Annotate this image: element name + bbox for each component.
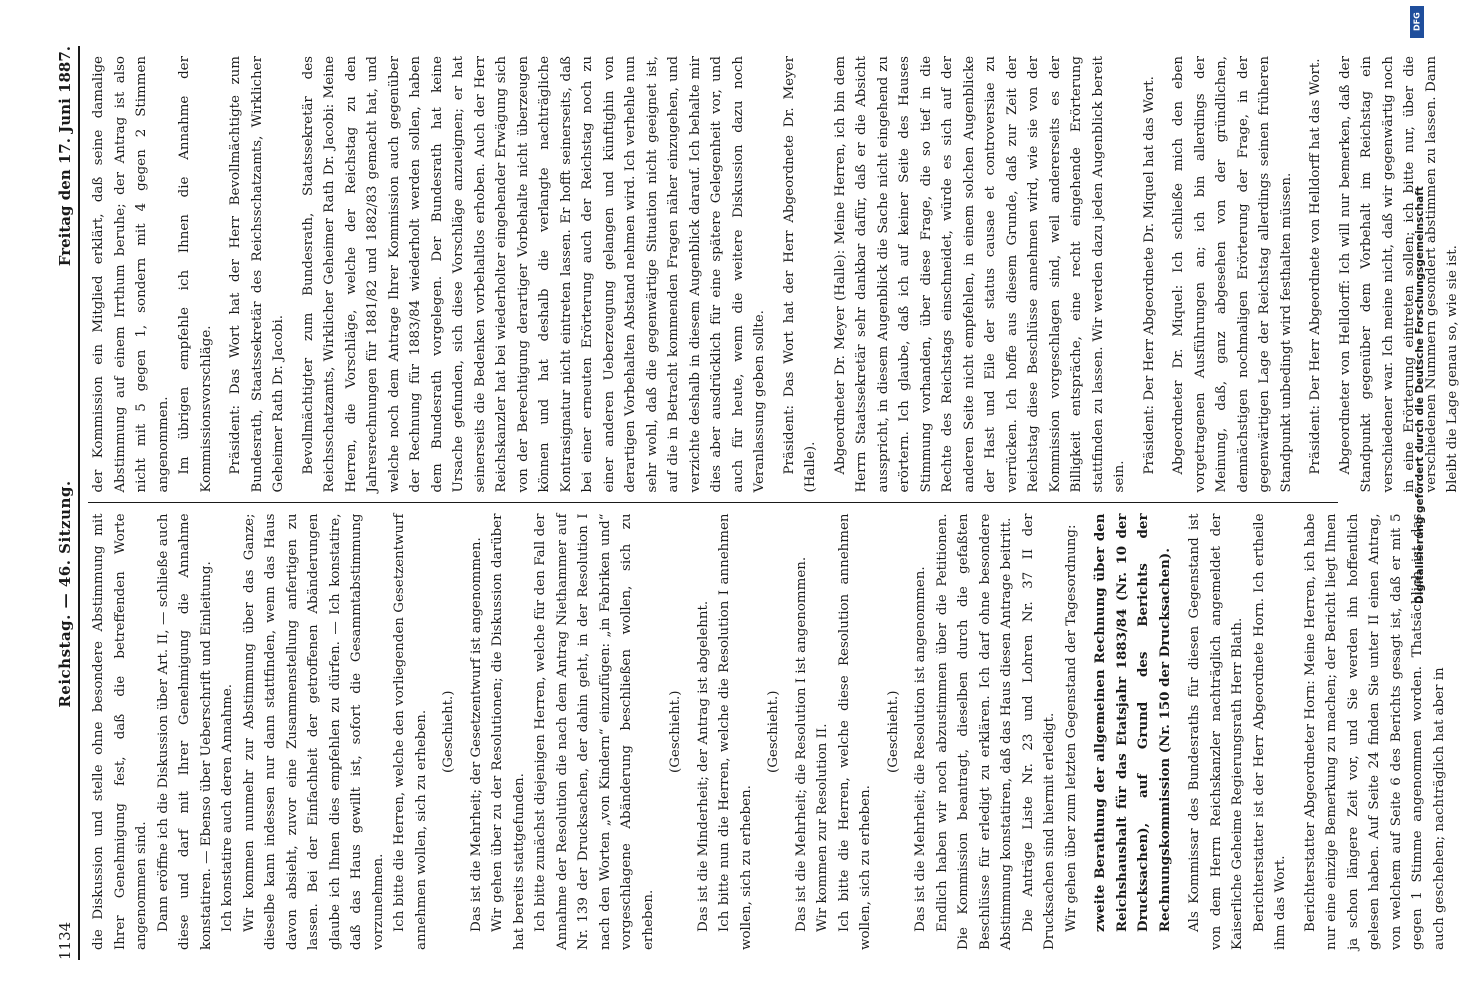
page-header xyxy=(40,46,80,960)
paragraph: Ich bitte die Herren, welche diese Resolution annehmen wollen, sich zu erheben. xyxy=(836,513,873,950)
paragraph: Präsident: Der Herr Abgeordnete von Helldorff hat das Wort. xyxy=(1308,58,1323,475)
paragraph: Abgeordneter Dr. Meyer (Halle): Meine Herren, ich bin dem Herrn Staatssekretär sehr dankbar dafür, daß er die Absicht ausspricht, in diesem Augenblick die Sache nicht eingehend zu erörtern. Ich glaube, daß ich auf keiner Seite des Hauses Stimmung vorhanden, über diese Frage, die so tief in die Rechte des Reichstags einschneidet, würde es sich auf der anderen Seite nicht empfehlen, in einem solchen Augenblicke der Hast und Eile der status causae et controversiae zu verrücken. Ich hoffe aus diesem Grunde, daß zur Zeit der Reichstag diese Beschlüsse annehmen wird, wie sie von der Kommission vorgeschlagen sind, weil andererseits es der Billigkeit entspräche, eine recht eingehende Erörterung stattfinden zu lassen. Wir werden dazu jeden Augenblick bereit sein. xyxy=(832,56,1127,493)
paragraph: der Kommission ein Mitglied erklärt, daß seine damalige Abstimmung auf einem Irrthum beruhe; der Antrag ist also nicht mit 5 gegen 1, sondern mit 4 gegen 2 Stimmen angenommen. xyxy=(91,56,171,493)
stage-direction: (Geschieht.) xyxy=(668,690,683,774)
paragraph: Bevollmächtigter zum Bundesrath, Staatssekretär des Reichsschatzamts, Wirklicher Geheimer Rath Dr. Jacobi: Meine Herren, die Vorschläge, welche der Reichstag zu den Jahresrechnungen für 1881/82 und 1882/83 gemacht hat, und welche noch dem Antrage Ihrer Kommission auch gegenüber der Rechnung für 1883/84 wiederholt werden sollen, haben dem Bundesrath vorgelegen. Der Bundesrath hat keine Ursache gefunden, sich diese Vorschläge anzueignen; er hat seinerseits die Bedenken vorbehaltlos erhoben. Auch der Herr Reichskanzler hat bei wiederholter eingehender Erwägung sich von der Berechtigung derartiger Vorbehalte nicht überzeugen können und hat deshalb die verlangte nachträgliche Kontrasignatur nicht eintreten lassen. Er hofft seinerseits, daß bei einer erneuten Erörterung auch der Reichstag noch zu einer anderen Ueberzeugung gelangen und künftighin von derartigen Vorbehalten Abstand nehmen wird. Ich verhehle nun sehr wohl, daß die gegenwärtige Situation nicht geeignet ist, auf die in Betracht kommenden Fragen näher einzugehen, und verzichte deshalb in diesem Augenblick darauf. Ich behalte mir dies aber ausdrücklich für eine spätere Gelegenheit vor, und auch für heute, wenn die weitere Diskussion dazu noch Veranlassung geben sollte. xyxy=(300,56,767,493)
paragraph: Dann eröffne ich die Diskussion über Art. II, — schließe auch diese und darf mit Ihrer Genehmigung die Annahme konstatiren. — Ebenso über Ueberschrift und Einleitung. xyxy=(155,513,214,950)
dfg-logo-icon: DFG xyxy=(1410,6,1424,38)
paragraph: Endlich haben wir noch abzustimmen über die Petitionen. Die Kommission beantragt, dieselben durch die gefaßten Beschlüsse für erledigt zu erklären. Ich darf ohne besondere Abstimmung konstatiren, daß das Haus diesen Antrage beitritt. xyxy=(934,513,1014,950)
session-title: Reichstag. — 46. Sitzung. xyxy=(56,480,74,708)
paragraph: Wir gehen über zu der Resolutionen; die Diskussion darüber hat bereits stattgefunden. xyxy=(490,513,527,950)
stage-direction: (Geschieht.) xyxy=(885,690,901,774)
paragraph: Berichterstatter Abgeordneter Horn: Meine Herren, ich habe nur eine einzige Bemerkung zu machen; der Bericht liegt Ihnen ja schon längere Zeit vor, und Sie werden ihn hoffentlich gelesen haben. Auf Seite 24 finden Sie unter II einen Antrag, von welchem auf Seite 6 des Berichts gesagt ist, daß er mit 5 gegen 1 Stimme angenommen worden. Thatsächlich ist das auch geschehen; nachträglich hat aber in xyxy=(1302,513,1447,950)
paragraph: Präsident: Der Herr Abgeordnete Dr. Miquel hat das Wort. xyxy=(1141,76,1157,475)
paragraph: Berichterstatter ist der Herr Abgeordnete Horn. Ich ertheile ihm das Wort. xyxy=(1251,513,1288,950)
stage-direction: (Geschieht.) xyxy=(766,690,781,774)
paragraph: Präsident: Das Wort hat der Herr Bevollmächtigte zum Bundesrath, Staatssekretär des Reichsschatzamts, Wirklicher Geheimer Rath Dr. Jacobi. xyxy=(228,56,286,493)
paragraph: Das ist die Mehrheit; die Resolution I ist angenommen. xyxy=(793,556,809,932)
paragraph: Ich bitte die Herren, welche den vorliegenden Gesetzentwurf annehmen wollen, sich zu erheben. xyxy=(392,513,429,950)
paragraph: die Diskussion und stelle ohne besondere Abstimmung mit Ihrer Genehmigung fest, daß die betreffenden Worte angenommen sind. xyxy=(91,513,149,950)
paragraph: Im übrigen empfehle ich Ihnen die Annahme der Kommissionsvorschläge. xyxy=(177,56,214,493)
paragraph: Wir kommen nunmehr zur Abstimmung über das Ganze; dieselbe kann indessen nur dann stattfinden, wenn das Haus davon absieht, zuvor eine Zusammenstellung anfertigen zu lassen. Bei der Einfachheit der getroffenen Abänderungen glaube ich Ihnen dies empfehlen zu dürfen. — Ich konstatire, daß das Haus gewillt ist, sofort die Gesammtabstimmung vorzunehmen. xyxy=(241,513,386,950)
paragraph: Ich bitte nun die Herren, welche die Resolution I annehmen wollen, sich zu erheben. xyxy=(717,513,754,950)
paragraph: Ich bitte zunächst diejenigen Herren, welche für den Fall der Annahme der Resolution die nach dem Antrag Niethammer auf Nr. 139 der Drucksachen, der dahin geht, in der Resolution I nach den Worten „von Kindern“ einzufügen: „in Fabriken und“ vorgeschlagene Abänderung beschließen wollen, sich zu erheben. xyxy=(533,513,656,950)
paragraph: Das ist die Mehrheit; der Gesetzentwurf ist angenommen. xyxy=(468,537,484,932)
paragraph: Wir gehen über zum letzten Gegenstand der Tagesordnung: xyxy=(1063,524,1079,932)
page-number: 1134 xyxy=(56,921,74,960)
dfg-funding-strip xyxy=(1402,0,1432,1000)
paragraph: Abgeordneter Dr. Miquel: Ich schließe mich den eben vorgetragenen Ausführungen an; ich bin allerdings der Meinung, daß, ganz abgesehen von der gründlichen, demnächstigen nochmaligen Erörterung der Frage, in der gegenwärtigen Lage der Reichstag allerdings seinen früheren Standpunkt unbedingt wird festhalten müssen. xyxy=(1171,56,1294,493)
funding-note: Digitalisierung gefördert durch die Deutsche Forschungsgemeinschaft xyxy=(1414,186,1426,604)
agenda-heading: zweite Berathung der allgemeinen Rechnung über den Reichshaushalt für das Etatsjahr 1883/84 (Nr. 10 der Drucksachen), auf Grund des Berichts der Rechnungskommission (Nr. 150 der Drucksachen). xyxy=(1092,513,1173,932)
paragraph: Als Kommissar des Bundesraths für diesen Gegenstand ist von dem Herrn Reichskanzler nachträglich angemeldet der Kaiserliche Geheime Regierungsrath Herr Blath. xyxy=(1187,513,1245,950)
paragraph: Wir kommen zur Resolution II. xyxy=(815,723,830,932)
paragraph: Abgeordneter von Helldorff: Ich will nur bemerken, daß der Standpunkt gegenüber dem Vorbehalt im Reichstag ein verschiedener war. Ich meine nicht, daß wir gegenwärtig noch in eine Erörterung eintreten sollen; ich bitte nur, über die verschiedenen Nummern gesondert abstimmen zu lassen. Dann bleibt die Lage genau so, wie sie ist. xyxy=(1337,56,1460,493)
paragraph: Präsident: Das Wort hat der Herr Abgeordnete Dr. Meyer (Halle). xyxy=(781,56,818,493)
paragraph: Das ist die Minderheit; der Antrag ist abgelehnt. xyxy=(695,600,711,932)
paragraph: Das ist die Mehrheit; die Resolution ist angenommen. xyxy=(913,566,928,932)
paragraph: Ich konstatire auch deren Annahme. xyxy=(220,683,235,932)
paragraph: Die Anträge Liste Nr. 23 und Lohren Nr. 37 II der Drucksachen sind hiermit erledigt. xyxy=(1020,513,1057,950)
stage-direction: (Geschieht.) xyxy=(441,690,456,774)
left-column xyxy=(88,504,1447,961)
session-date: Freitag den 17. Juni 1887. xyxy=(56,46,74,267)
